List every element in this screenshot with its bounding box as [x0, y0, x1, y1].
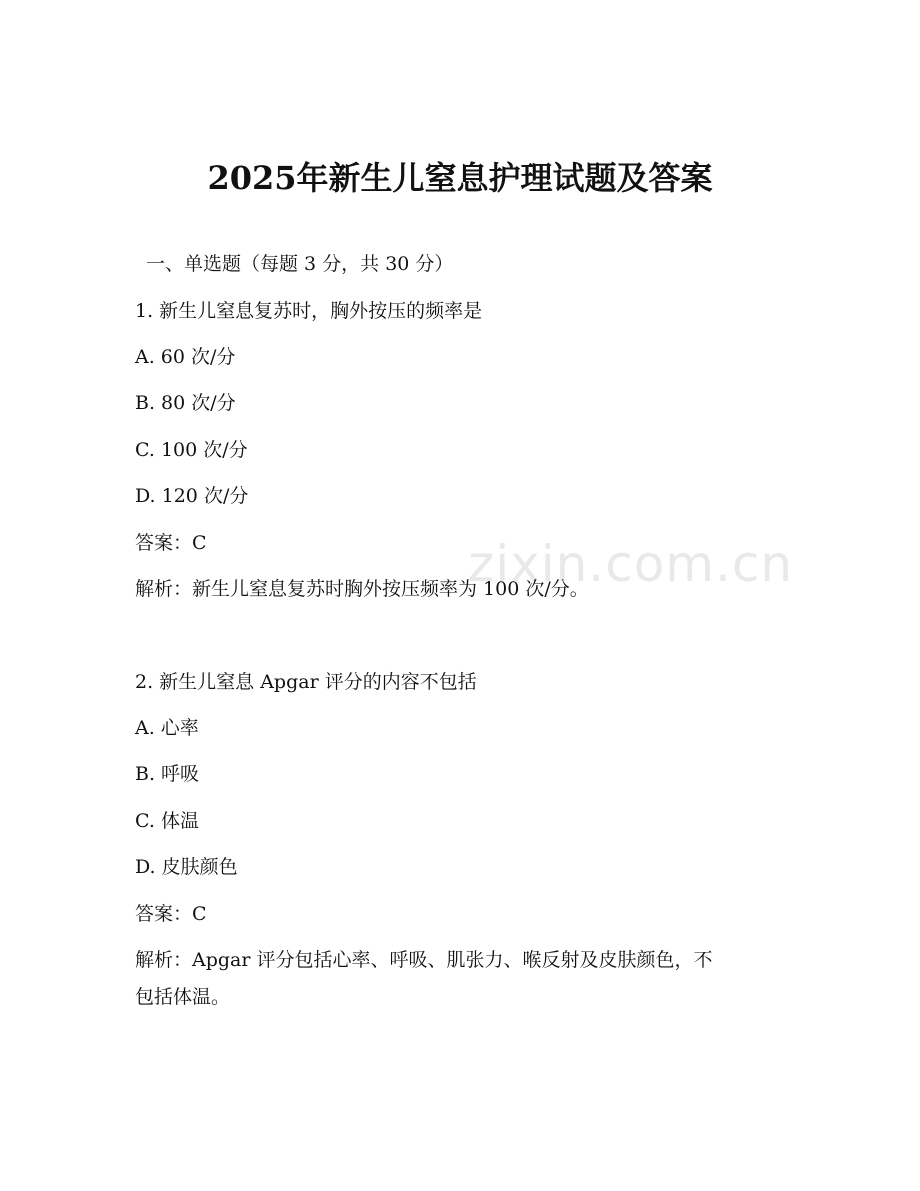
option-b: B. 呼吸 — [135, 763, 200, 785]
analysis: 解析：新生儿窒息复苏时胸外按压频率为 100 次/分。 — [135, 578, 589, 600]
option-d: D. 120 次/分 — [135, 485, 249, 507]
section-heading: 一、单选题（每题 3 分，共 30 分） — [146, 253, 454, 275]
answer: 答案：C — [135, 532, 207, 554]
option-b: B. 80 次/分 — [135, 392, 236, 414]
analysis: 解析：Apgar 评分包括心率、呼吸、肌张力、喉反射及皮肤颜色，不 — [135, 949, 713, 971]
watermark: zixin.com.cn — [468, 535, 794, 593]
option-c: C. 体温 — [135, 810, 199, 832]
option-a: A. 心率 — [135, 717, 199, 739]
option-d: D. 皮肤颜色 — [135, 856, 238, 878]
question-stem: 1. 新生儿窒息复苏时，胸外按压的频率是 — [135, 300, 483, 322]
question-stem: 2. 新生儿窒息 Apgar 评分的内容不包括 — [135, 671, 477, 693]
option-c: C. 100 次/分 — [135, 439, 248, 461]
answer: 答案：C — [135, 903, 207, 925]
analysis-continued: 包括体温。 — [135, 986, 231, 1008]
document-title: 2025年新生儿窒息护理试题及答案 — [207, 159, 713, 197]
option-a: A. 60 次/分 — [135, 346, 236, 368]
